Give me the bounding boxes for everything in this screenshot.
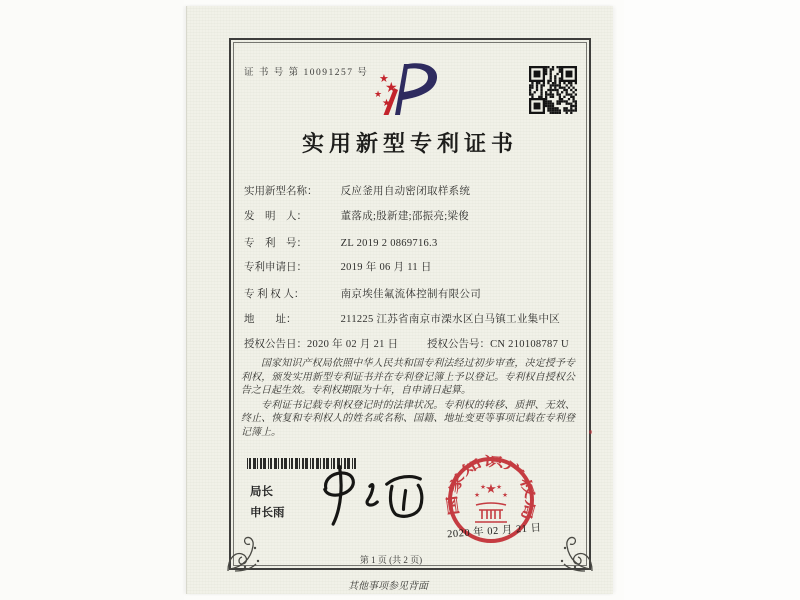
svg-text:★: ★: [502, 492, 508, 499]
svg-text:★: ★: [480, 484, 486, 491]
svg-text:★: ★: [496, 484, 502, 491]
field-application-date: [244, 261, 432, 274]
field-patentee: [244, 288, 481, 301]
certificate-number: 证 书 号 第 10091257 号: [244, 68, 369, 78]
field-value: 211225 江苏省南京市溧水区白马镇工业集中区: [340, 314, 561, 325]
legal-text: [241, 357, 575, 440]
certificate-paper: [186, 6, 613, 594]
field-value: 南京埃佳氟流体控制有限公司: [340, 289, 482, 300]
logo-star-icon: ★: [374, 89, 383, 99]
field-label: 专 利 号：: [244, 238, 307, 249]
field-patent-number: [244, 237, 438, 250]
field-label: 专 利 权 人：: [244, 289, 305, 300]
field-label: 实用新型名称：: [244, 186, 318, 197]
logo-star-icon: ★: [379, 73, 389, 85]
seal-date: 2020 年 02 月 21 日: [446, 522, 542, 541]
ink-speck: [589, 430, 592, 434]
director-name: 申长雨: [250, 507, 285, 519]
svg-text:★: ★: [474, 492, 480, 499]
director-signature: [309, 458, 435, 544]
certificate-title: 实用新型专利证书: [301, 131, 518, 156]
logo-star-icon: ★: [385, 81, 398, 96]
field-inventors: [244, 210, 469, 223]
grant-no: CN 210108787 U: [490, 339, 569, 350]
field-label: 专利申请日：: [244, 262, 307, 273]
national-emblem-icon: [474, 481, 508, 499]
field-value: 2019 年 06 月 11 日: [340, 262, 432, 273]
field-grant-row: [244, 338, 569, 351]
legal-paragraph-2: 专利证书记载专利权登记时的法律状况。专利权的转移、质押、无效、终止、恢复和专利权人的姓名或名称、国籍、地址变更等事项记载在专利登记簿上。: [241, 399, 575, 438]
corner-flourish-icon: [225, 523, 275, 573]
field-label: 发 明 人：: [244, 211, 307, 222]
field-value: 反应釜用自动密闭取样系统: [340, 186, 471, 197]
legal-paragraph-1: 国家知识产权局依照中华人民共和国专利法经过初步审查，决定授予专利权，颁发实用新型专利证书并在专利登记簿上予以登记。专利权自授权公告之日起生效。专利权期限为十年，自申请日起算。: [241, 358, 575, 396]
grant-date-label: 授权公告日：: [244, 339, 307, 350]
tiananmen-gate-icon: [475, 503, 507, 522]
field-value: ZL 2019 2 0869716.3: [340, 238, 438, 249]
director-label: 局长: [250, 486, 273, 498]
field-value: 董落成;殷新建;邵振亮;梁俊: [340, 211, 470, 222]
qr-code: [529, 66, 577, 114]
back-note: 其他事项参见背面: [348, 581, 428, 592]
field-utility-model-name: [244, 185, 470, 198]
logo-star-icon: ★: [382, 98, 391, 109]
svg-text:★: ★: [485, 481, 497, 496]
field-address: [244, 313, 560, 326]
cnipa-patent-logo-icon: [374, 60, 444, 118]
grant-no-label: 授权公告号：: [427, 339, 491, 350]
seal-ring-text: 国家知识产权局: [445, 453, 539, 517]
page-number: 第 1 页 (共 2 页): [359, 555, 423, 565]
grant-date: 2020 年 02 月 21 日: [307, 339, 399, 350]
field-label: 地 址：: [244, 314, 297, 325]
corner-flourish-icon: [545, 523, 595, 573]
